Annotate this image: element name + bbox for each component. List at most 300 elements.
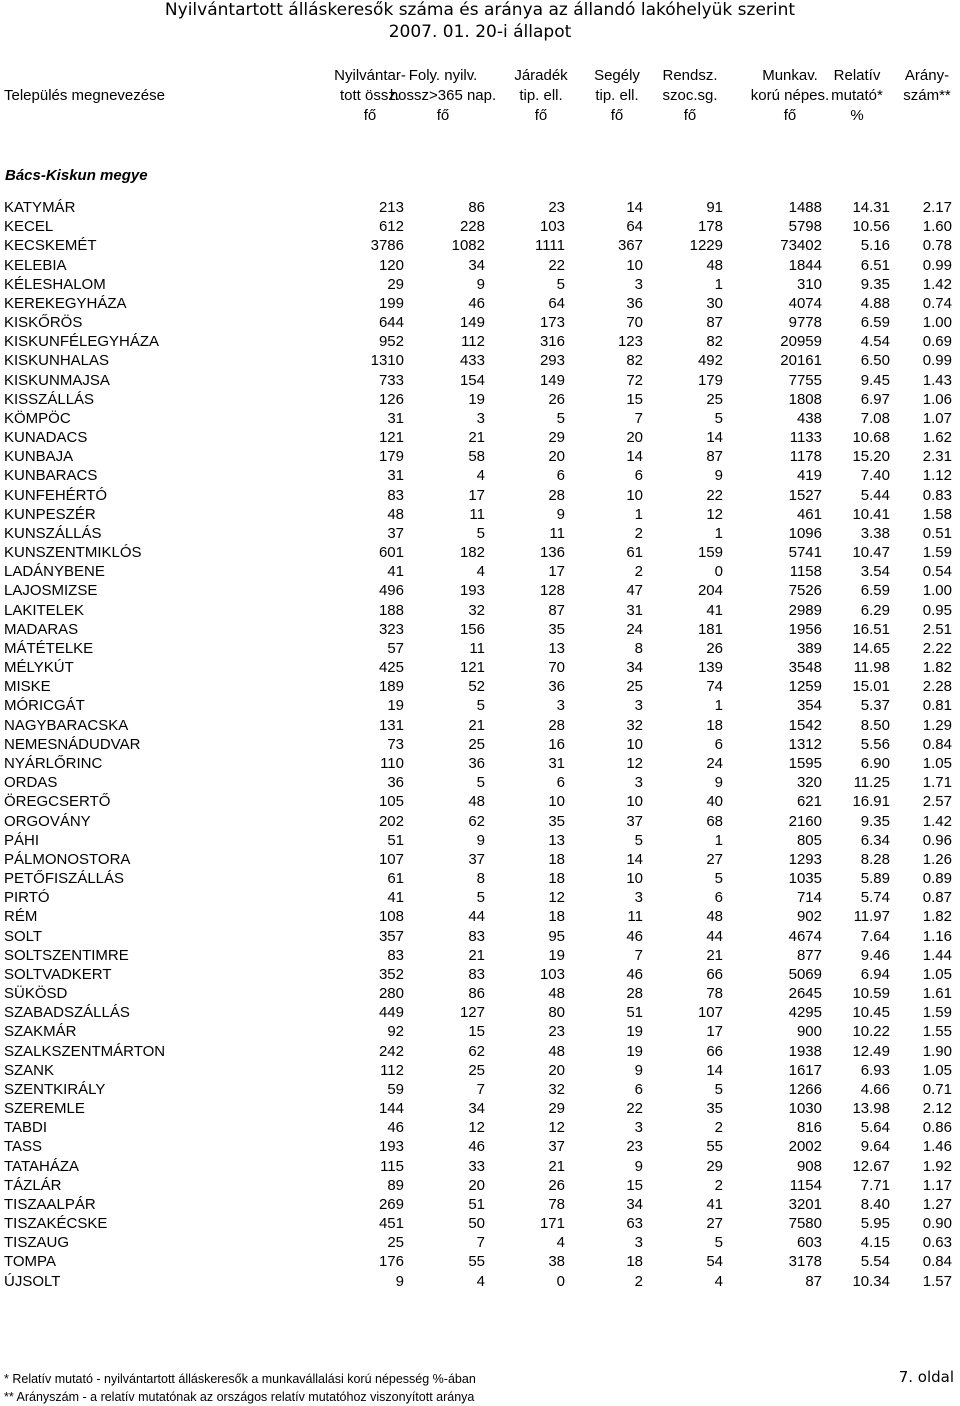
table-row	[0, 198, 960, 217]
table-cell: 48	[468, 793, 485, 811]
table-cell: 159	[697, 544, 723, 562]
table-cell: 2.57	[922, 793, 952, 811]
header-col-5-line-2: szoc.sg.	[662, 87, 718, 104]
settlement-name: TASS	[4, 1138, 43, 1156]
table-row	[0, 1233, 960, 1252]
table-cell: 5.16	[860, 237, 890, 255]
table-row	[0, 1099, 960, 1118]
settlement-name: SZENTKIRÁLY	[4, 1080, 106, 1098]
table-cell: 1527	[788, 486, 822, 504]
table-cell: 18	[548, 870, 565, 888]
table-cell: 367	[617, 237, 643, 255]
table-cell: 181	[697, 620, 723, 638]
table-cell: 73402	[780, 237, 822, 255]
table-cell: 0.99	[922, 256, 952, 274]
table-cell: 5.89	[860, 870, 890, 888]
table-cell: 21	[548, 1157, 565, 1175]
table-row	[0, 984, 960, 1003]
table-cell: 4295	[788, 1004, 822, 1022]
table-cell: 5741	[788, 544, 822, 562]
table-cell: 95	[548, 927, 565, 945]
table-cell: 19	[626, 1042, 643, 1060]
table-cell: 1.58	[922, 505, 952, 523]
table-row	[0, 275, 960, 294]
table-cell: 5798	[788, 218, 822, 236]
table-cell: 136	[539, 544, 565, 562]
table-cell: 425	[378, 659, 404, 677]
table-cell: 51	[626, 1004, 643, 1022]
table-cell: 19	[548, 946, 565, 964]
table-cell: 6	[714, 889, 723, 907]
table-cell: 1.59	[922, 1004, 952, 1022]
table-cell: 0.54	[922, 563, 952, 581]
table-cell: 7.40	[860, 467, 890, 485]
table-cell: 1617	[788, 1061, 822, 1079]
table-cell: 120	[378, 256, 404, 274]
table-cell: 46	[626, 927, 643, 945]
table-cell: 20	[548, 448, 565, 466]
page-title: Nyilvántartott álláskeresők száma és aránya az állandó lakóhelyük szerint	[164, 0, 796, 20]
table-cell: 1.44	[922, 946, 952, 964]
table-cell: 6	[634, 467, 643, 485]
table-cell: 26	[548, 390, 565, 408]
table-cell: 1310	[370, 352, 404, 370]
header-col-5-line-1: Rendsz.	[662, 67, 718, 84]
table-cell: 31	[548, 754, 565, 772]
table-cell: 17	[548, 563, 565, 581]
table-cell: 1.82	[922, 908, 952, 926]
settlement-name: KATYMÁR	[4, 199, 76, 216]
header-col-8-line-1: Arány-	[904, 67, 950, 84]
table-cell: 21	[468, 429, 485, 447]
table-cell: 1.59	[922, 544, 952, 562]
table-cell: 82	[706, 333, 723, 351]
table-cell: 3	[634, 697, 643, 715]
table-cell: 1844	[788, 256, 822, 274]
table-cell: 34	[468, 1100, 485, 1118]
table-cell: 14	[706, 429, 723, 447]
table-row	[0, 217, 960, 236]
table-row	[0, 371, 960, 390]
table-cell: 908	[796, 1157, 822, 1175]
table-row	[0, 601, 960, 620]
table-cell: 4	[476, 563, 485, 581]
table-row	[0, 581, 960, 600]
header-col-3-line-2: tip. ell.	[519, 87, 563, 104]
table-cell: 1266	[788, 1080, 822, 1098]
table-cell: 10.34	[852, 1272, 890, 1290]
settlement-name: ÚJSOLT	[4, 1272, 61, 1290]
table-cell: 0.86	[922, 1119, 952, 1137]
header-col-4-line-1: Segély	[594, 67, 640, 84]
table-cell: 4	[476, 1272, 485, 1290]
table-cell: 46	[468, 294, 485, 312]
table-cell: 32	[468, 601, 485, 619]
table-row	[0, 869, 960, 888]
table-cell: 78	[548, 1195, 565, 1213]
table-cell: 36	[468, 754, 485, 772]
settlement-name: TOMPA	[4, 1253, 56, 1271]
table-cell: 6.93	[860, 1061, 890, 1079]
header-col-1-line-2: tott össz.	[339, 87, 401, 104]
table-cell: 19	[626, 1023, 643, 1041]
table-cell: 61	[387, 870, 404, 888]
table-cell: 87	[548, 601, 565, 619]
table-cell: 952	[378, 333, 404, 351]
table-cell: 92	[387, 1023, 404, 1041]
table-cell: 1.92	[922, 1157, 952, 1175]
settlement-name: PÁLMONOSTORA	[4, 850, 131, 868]
table-cell: 5	[476, 697, 485, 715]
table-cell: 23	[626, 1138, 643, 1156]
table-cell: 433	[459, 352, 485, 370]
table-cell: 23	[548, 1023, 565, 1041]
table-cell: 10.56	[852, 218, 890, 236]
settlement-name: KECSKEMÉT	[4, 237, 97, 255]
table-cell: 6	[556, 774, 565, 792]
table-cell: 108	[378, 908, 404, 926]
table-cell: 7.71	[860, 1176, 890, 1194]
table-row	[0, 236, 960, 255]
table-cell: 9	[476, 831, 485, 849]
table-cell: 3	[634, 275, 643, 293]
table-cell: 2002	[788, 1138, 822, 1156]
table-cell: 36	[548, 678, 565, 696]
table-cell: 10	[626, 735, 643, 753]
header-col-2-line-1: Foly. nyilv.	[408, 67, 478, 84]
settlement-name: PÁHI	[4, 831, 40, 849]
table-cell: 3	[634, 774, 643, 792]
table-cell: 127	[459, 1004, 485, 1022]
table-cell: 58	[468, 448, 485, 466]
table-cell: 47	[626, 582, 643, 600]
table-cell: 11	[469, 505, 485, 523]
table-cell: 1.06	[922, 390, 952, 408]
table-cell: 1.07	[922, 409, 952, 427]
header-col-4	[582, 66, 652, 126]
table-cell: 10	[626, 870, 643, 888]
table-cell: 1.17	[922, 1176, 952, 1194]
table-row	[0, 351, 960, 370]
table-row	[0, 620, 960, 639]
table-cell: 27	[706, 1215, 723, 1233]
table-cell: 115	[380, 1157, 404, 1175]
page-number: 7. oldal	[898, 1368, 954, 1386]
table-cell: 83	[468, 965, 485, 983]
table-cell: 2.31	[922, 448, 952, 466]
table-cell: 48	[706, 256, 723, 274]
table-cell: 22	[626, 1100, 643, 1118]
table-cell: 2645	[788, 985, 822, 1003]
settlement-name: KISKUNHALAS	[4, 352, 110, 370]
table-cell: 55	[706, 1138, 723, 1156]
settlement-name: TISZAUG	[4, 1234, 70, 1252]
table-cell: 419	[796, 467, 822, 485]
table-cell: 603	[796, 1234, 822, 1252]
table-cell: 64	[626, 218, 643, 236]
header-col-8-line-2: szám**	[903, 87, 951, 104]
table-cell: 6.94	[860, 965, 890, 983]
table-cell: 7	[476, 1234, 485, 1252]
table-cell: 1.60	[922, 218, 952, 236]
table-cell: 242	[378, 1042, 404, 1060]
table-cell: 11.25	[853, 774, 890, 792]
table-cell: 2.28	[922, 678, 952, 696]
table-cell: 902	[796, 908, 822, 926]
table-cell: 22	[706, 486, 723, 504]
table-cell: 11.97	[853, 908, 890, 926]
table-cell: 6.59	[860, 314, 890, 332]
table-cell: 2989	[788, 601, 822, 619]
table-cell: 1.00	[922, 582, 952, 600]
table-cell: 3	[634, 1234, 643, 1252]
table-cell: 20161	[780, 352, 822, 370]
table-cell: 14	[626, 448, 643, 466]
header-col-5	[650, 66, 730, 126]
table-cell: 438	[796, 409, 822, 427]
table-cell: 103	[539, 965, 565, 983]
table-row	[0, 1042, 960, 1061]
table-cell: 29	[387, 275, 404, 293]
table-cell: 4074	[788, 294, 822, 312]
table-cell: 35	[706, 1100, 723, 1118]
table-cell: 1	[714, 831, 723, 849]
table-cell: 12	[706, 505, 723, 523]
table-row	[0, 946, 960, 965]
settlement-name: KUNSZÁLLÁS	[4, 524, 102, 542]
table-cell: 13.98	[852, 1100, 890, 1118]
table-cell: 34	[626, 659, 643, 677]
table-cell: 4	[556, 1234, 565, 1252]
table-cell: 5	[556, 275, 565, 293]
table-row	[0, 447, 960, 466]
table-cell: 35	[548, 620, 565, 638]
table-cell: 1	[714, 524, 723, 542]
settlement-name: SOLTSZENTIMRE	[4, 946, 129, 964]
table-cell: 354	[796, 697, 822, 715]
table-cell: 316	[539, 333, 565, 351]
settlement-name: SZAKMÁR	[4, 1023, 77, 1041]
table-cell: 18	[548, 908, 565, 926]
table-cell: 1154	[789, 1176, 822, 1194]
table-cell: 1035	[788, 870, 822, 888]
table-cell: 3.38	[860, 524, 890, 542]
table-row	[0, 294, 960, 313]
table-row	[0, 1118, 960, 1137]
settlement-name: NEMESNÁDUDVAR	[4, 735, 141, 753]
table-cell: 38	[548, 1253, 565, 1271]
table-cell: 66	[706, 1042, 723, 1060]
table-cell: 20	[548, 1061, 565, 1079]
table-cell: 1.05	[922, 754, 952, 772]
table-cell: 5.95	[860, 1215, 890, 1233]
table-row	[0, 1214, 960, 1233]
table-row	[0, 1176, 960, 1195]
table-cell: 149	[539, 371, 565, 389]
table-cell: 23	[548, 199, 565, 216]
header-col-5-line-3: fő	[683, 107, 697, 124]
table-row	[0, 773, 960, 792]
table-cell: 0.89	[922, 870, 952, 888]
table-cell: 26	[548, 1176, 565, 1194]
table-cell: 182	[459, 544, 485, 562]
table-cell: 32	[548, 1080, 565, 1098]
table-cell: 1.57	[922, 1272, 952, 1290]
table-cell: 1.43	[922, 371, 952, 389]
settlement-name: KUNPESZÉR	[4, 505, 96, 523]
table-cell: 18	[626, 1253, 643, 1271]
table-cell: 5.44	[860, 486, 890, 504]
settlement-name: KÖMPÖC	[4, 409, 71, 427]
table-cell: 0.51	[922, 524, 952, 542]
table-cell: 173	[539, 314, 565, 332]
table-cell: 15	[626, 1176, 643, 1194]
table-cell: 17	[468, 486, 485, 504]
settlement-name: KELEBIA	[4, 256, 67, 274]
table-cell: 0.78	[922, 237, 952, 255]
header-col-3-line-1: Járadék	[514, 67, 568, 84]
table-cell: 1956	[788, 620, 822, 638]
table-cell: 103	[539, 218, 565, 236]
table-row	[0, 754, 960, 773]
table-cell: 7580	[788, 1215, 822, 1233]
settlement-name: MISKE	[4, 678, 51, 696]
table-cell: 149	[459, 314, 485, 332]
table-cell: 0.74	[922, 294, 952, 312]
table-cell: 41	[706, 1195, 723, 1213]
settlement-name: MÁTÉTELKE	[4, 639, 94, 657]
table-cell: 25	[626, 678, 643, 696]
table-row	[0, 831, 960, 850]
table-cell: 6.34	[860, 831, 890, 849]
table-cell: 2	[634, 1272, 643, 1290]
table-cell: 6.29	[860, 601, 890, 619]
header-col-8	[892, 66, 960, 126]
settlement-name: KUNBARACS	[4, 467, 98, 485]
table-cell: 10.47	[852, 544, 890, 562]
table-cell: 44	[706, 927, 723, 945]
table-cell: 6.50	[860, 352, 890, 370]
table-cell: 9.35	[860, 275, 890, 293]
table-cell: 44	[468, 908, 485, 926]
table-row	[0, 716, 960, 735]
table-row	[0, 543, 960, 562]
table-cell: 6	[714, 735, 723, 753]
table-cell: 35	[548, 812, 565, 830]
table-cell: 7	[634, 409, 643, 427]
table-cell: 16.91	[852, 793, 890, 811]
table-cell: 37	[548, 1138, 565, 1156]
table-cell: 11	[469, 639, 485, 657]
table-cell: 9	[395, 1272, 404, 1290]
table-cell: 6.90	[860, 754, 890, 772]
settlement-name: PETŐFISZÁLLÁS	[4, 870, 125, 888]
table-cell: 28	[626, 985, 643, 1003]
table-cell: 451	[378, 1215, 404, 1233]
table-cell: 1.12	[922, 467, 952, 485]
table-cell: 6	[634, 1080, 643, 1098]
table-cell: 14	[626, 850, 643, 868]
table-cell: 112	[380, 1061, 404, 1079]
table-cell: 4	[476, 467, 485, 485]
header-col-1-line-1: Nyilvántar-	[334, 67, 406, 84]
table-cell: 25	[468, 1061, 485, 1079]
table-cell: 612	[378, 218, 404, 236]
table-row	[0, 1272, 960, 1291]
table-cell: 5.74	[860, 889, 890, 907]
settlement-name: KUNSZENTMIKLÓS	[4, 544, 142, 562]
table-cell: 0.99	[922, 352, 952, 370]
header-col-2-line-3: fő	[436, 107, 450, 124]
table-cell: 9	[714, 774, 723, 792]
table-cell: 5069	[788, 965, 822, 983]
table-cell: 0.63	[922, 1234, 952, 1252]
settlement-name: KUNFEHÉRTÓ	[4, 486, 108, 504]
table-cell: 36	[626, 294, 643, 312]
table-cell: 1488	[788, 199, 822, 216]
table-cell: 46	[626, 965, 643, 983]
table-cell: 40	[706, 793, 723, 811]
table-cell: 5	[714, 1080, 723, 1098]
table-row	[0, 677, 960, 696]
table-cell: 202	[378, 812, 404, 830]
table-cell: 18	[548, 850, 565, 868]
table-cell: 1.46	[922, 1138, 952, 1156]
table-row	[0, 256, 960, 275]
settlement-name: KUNADACS	[4, 429, 88, 447]
table-cell: 14.65	[852, 639, 890, 657]
page-subtitle: 2007. 01. 20-i állapot	[388, 22, 572, 42]
header-col-2	[388, 66, 498, 126]
table-row	[0, 428, 960, 447]
table-cell: 121	[459, 659, 485, 677]
table-cell: 280	[378, 985, 404, 1003]
table-cell: 105	[378, 793, 404, 811]
table-cell: 1542	[788, 716, 822, 734]
table-cell: 0.87	[922, 889, 952, 907]
header-col-6-line-2: korú népes.	[750, 87, 830, 104]
table-cell: 193	[378, 1138, 404, 1156]
header-col-7-line-3: %	[850, 107, 864, 124]
table-cell: 877	[796, 946, 822, 964]
table-cell: 179	[697, 371, 723, 389]
table-cell: 0.83	[922, 486, 952, 504]
table-row	[0, 658, 960, 677]
table-cell: 1595	[788, 754, 822, 772]
table-cell: 1259	[788, 678, 822, 696]
table-cell: 1312	[788, 735, 822, 753]
table-cell: 461	[796, 505, 822, 523]
table-cell: 80	[548, 1004, 565, 1022]
table-row	[0, 696, 960, 715]
table-cell: 0.81	[922, 697, 952, 715]
table-cell: 59	[387, 1080, 404, 1098]
table-cell: 21	[468, 716, 485, 734]
table-cell: 3	[476, 409, 485, 427]
table-cell: 32	[626, 716, 643, 734]
table-row	[0, 927, 960, 946]
table-cell: 86	[468, 199, 485, 216]
table-cell: 5	[714, 409, 723, 427]
table-cell: 6.97	[860, 390, 890, 408]
table-row	[0, 332, 960, 351]
table-row	[0, 486, 960, 505]
table-cell: 1938	[788, 1042, 822, 1060]
table-cell: 3	[634, 889, 643, 907]
table-cell: 2	[634, 524, 643, 542]
table-cell: 29	[548, 429, 565, 447]
table-cell: 4	[714, 1272, 723, 1290]
